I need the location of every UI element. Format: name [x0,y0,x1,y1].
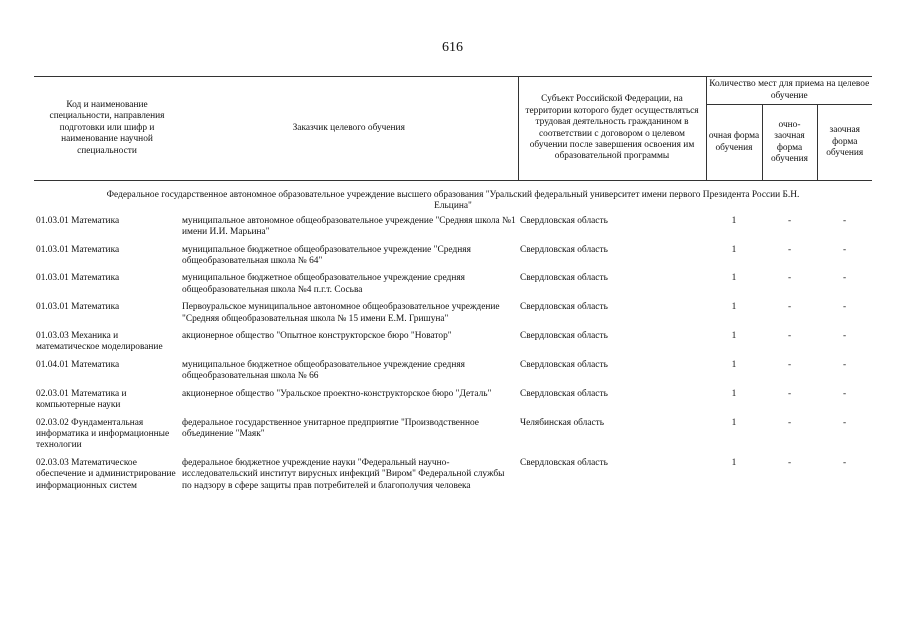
row-full-time: 1 [731,215,737,226]
header-customer: Заказчик целевого обучения [180,77,518,181]
row-code: 01.03.01 Математика [36,244,120,255]
header-part-time: очно-заочная форма обучения [762,105,817,181]
row-distance: - [842,273,847,284]
row-full-time: 1 [731,359,737,370]
row-region: Свердловская область [520,215,608,226]
row-region: Свердловская область [520,457,608,468]
target-training-table [34,76,872,498]
row-part-time: - [787,273,792,284]
row-customer: федеральное государственное унитарное предприятие "Производственное объединение "Маяк" [182,417,479,439]
header-subject: Субъект Российской Федерации, на территории которого будет осуществляться трудовая деятельность гражданином в соответствии с договором о целевом обучении после завершения освоения им образовательной программы [518,77,706,181]
row-region: Свердловская область [520,244,608,255]
row-part-time: - [787,359,792,370]
row-part-time: - [787,457,792,468]
header-distance: заочная форма обучения [817,105,872,181]
row-customer: муниципальное бюджетное общеобразовательное учреждение средняя общеобразовательная школа № 66 [182,359,465,382]
table-row [34,273,872,302]
table-row [34,458,872,498]
table-row [34,331,872,360]
row-distance: - [842,417,847,428]
row-part-time: - [787,215,792,226]
row-full-time: 1 [731,331,737,342]
row-region: Свердловская область [520,331,608,342]
row-distance: - [842,331,847,342]
row-full-time: 1 [731,457,737,468]
header-code: Код и наименование специальности, направления подготовки или шифр и наименование научной специальности [34,77,180,181]
row-customer: федеральное бюджетное учреждение науки "Федеральный научно-исследовательский институт вирусных инфекций "Виром" Федеральной службы по надзору в сфере защиты прав потребителей и благополучия человека [182,457,505,491]
row-customer: акционерное общество "Уральское проектно-конструкторское бюро "Деталь" [182,388,492,399]
row-distance: - [842,215,847,226]
row-part-time: - [787,244,792,255]
row-region: Свердловская область [520,388,608,399]
row-code: 01.03.01 Математика [36,273,120,284]
row-code: 01.03.01 Математика [36,215,120,226]
table-row [34,302,872,331]
table-row [34,245,872,274]
page-number: 616 [442,40,463,55]
row-region: Свердловская область [520,302,608,313]
header-full-time: очная форма обучения [706,105,762,181]
row-code: 01.03.01 Математика [36,302,120,313]
table-row [34,360,872,389]
row-full-time: 1 [731,273,737,284]
row-code: 02.03.03 Математическое обеспечение и администрирование информационных систем [36,457,176,491]
row-full-time: 1 [731,388,737,399]
row-distance: - [842,388,847,399]
header-count: Количество мест для приема на целевое обучение [706,77,872,105]
row-distance: - [842,302,847,313]
row-customer: муниципальное бюджетное общеобразовательное учреждение средняя общеобразовательная школа №4 п.г.т. Сосьва [182,273,465,295]
row-code: 01.04.01 Математика [36,359,120,370]
row-distance: - [842,244,847,255]
row-full-time: 1 [731,417,737,428]
row-part-time: - [787,388,792,399]
row-customer: акционерное общество "Опытное конструкторское бюро "Новатор" [182,331,452,342]
row-region: Свердловская область [520,273,608,284]
row-region: Челябинская область [520,417,605,428]
row-part-time: - [787,417,792,428]
table-row [34,418,872,458]
row-customer: муниципальное автономное общеобразовательное учреждение "Средняя школа №1 имени И.И. Марьина" [182,215,516,238]
row-region: Свердловская область [520,359,608,370]
row-full-time: 1 [731,302,737,313]
row-part-time: - [787,331,792,342]
row-code: 02.03.02 Фундаментальная информатика и информационные технологии [36,417,170,451]
table-row [34,216,872,245]
row-distance: - [842,457,847,468]
row-full-time: 1 [731,244,737,255]
row-customer: муниципальное бюджетное общеобразовательное учреждение "Средняя общеобразовательная школа № 64" [182,244,471,267]
row-code: 02.03.01 Математика и компьютерные науки [36,388,127,411]
row-part-time: - [787,302,792,313]
row-code: 01.03.03 Механика и математическое моделирование [36,331,163,353]
row-distance: - [842,359,847,370]
organization-name: Федеральное государственное автономное образовательное учреждение высшего образования "Уральский федеральный университет имени первого Президента России Б.Н. Ельцина" [106,190,800,212]
table-row [34,389,872,418]
row-customer: Первоуральское муниципальное автономное общеобразовательное учреждение "Средняя общеобразовательная школа № 15 имени Е.М. Гришуна" [182,302,500,324]
